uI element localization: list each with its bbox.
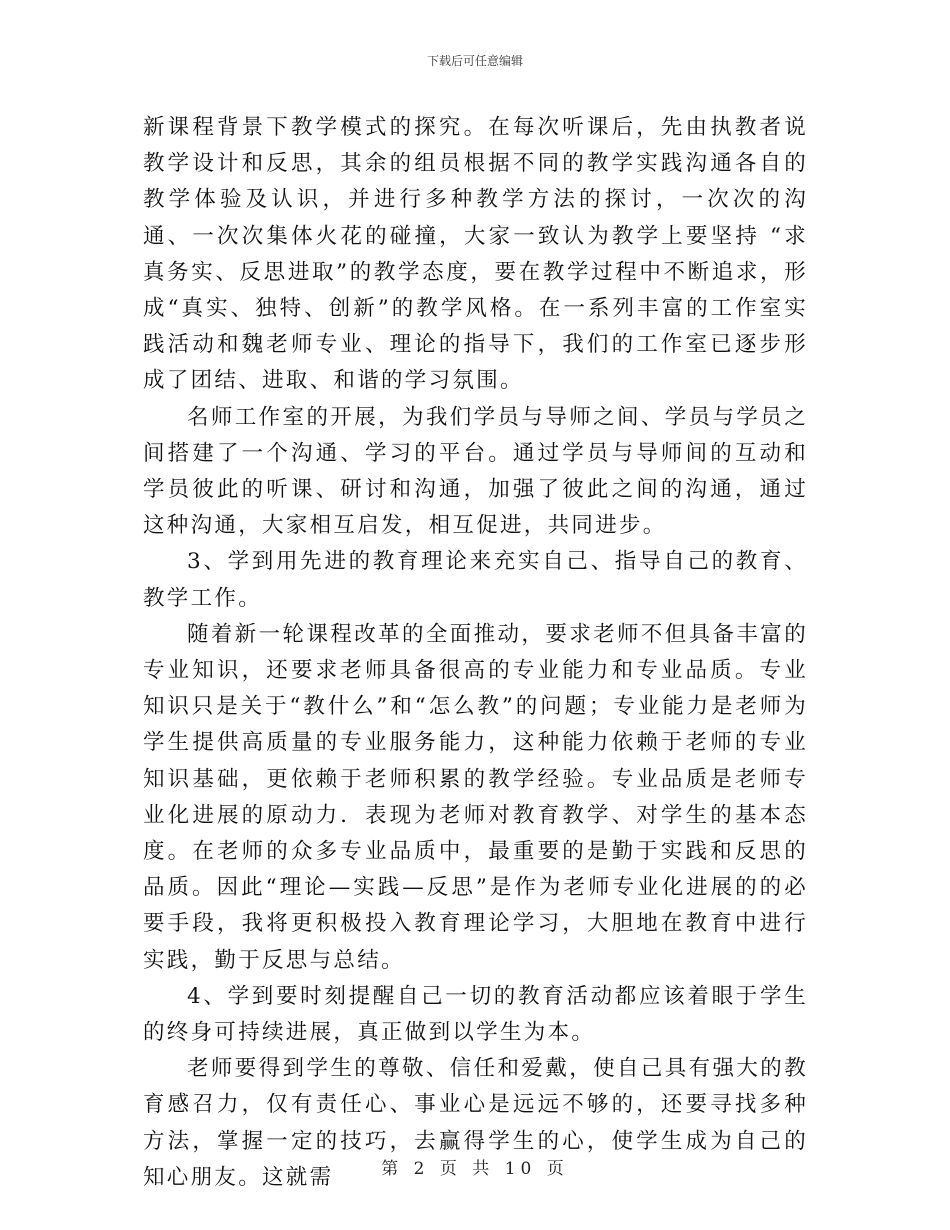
page-number: 第 2 页 共 10 页 xyxy=(381,1159,569,1179)
paragraph-continuation: 新课程背景下教学模式的探究。在每次听课后，先由执教者说教学设计和反思，其余的组员根据不同的教学实践沟通各自的教学体验及认识，并进行多种教学方法的探讨，一次次的沟通、一次次集体火花的碰撞，大家一致认为教学上要坚持 “求真务实、反思进取”的教学态度，要在教学过程中不断追求，形成“真实、独特、创新”的教学风格。在一系列丰富的工作室实践活动和魏老师专业、理论的指导下，我们的工作室已逐步形成了团结、进取、和谐的学习氛围。 xyxy=(143,115,808,394)
document-body xyxy=(143,110,808,1196)
section-heading-3: 3、学到用先进的教育理论来充实自己、指导自己的教育、教学工作。 xyxy=(143,549,808,611)
paragraph: 老师要得到学生的尊敬、信任和爱戴，使自己具有强大的教育感召力，仅有责任心、事业心是远远不够的，还要寻找多种方法，掌握一定的技巧，去赢得学生的心，使学生成为自己的知心朋友。这就需 xyxy=(143,1056,808,1190)
section-heading-4: 4、学到要时刻提醒自己一切的教育活动都应该着眼于学生的终身可持续进展，真正做到以学生为本。 xyxy=(143,983,808,1046)
paragraph: 随着新一轮课程改革的全面推动，要求老师不但具备丰富的专业知识，还要求老师具备很高的专业能力和专业品质。专业知识只是关于“教什么”和“怎么教”的问题；专业能力是老师为学生提供高质量的专业服务能力，这种能力依赖于老师的专业知识基础，更依赖于老师积累的教学经验。专业品质是老师专业化进展的原动力．表现为老师对教育教学、对学生的基本态度。在老师的众多专业品质中，最重要的是勤于实践和反思的品质。因此“理论—实践—反思”是作为老师专业化进展的的必要手段，我将更积极投入教育理论学习，大胆地在教育中进行实践，勤于反思与总结。 xyxy=(143,621,808,973)
paragraph: 名师工作室的开展，为我们学员与导师之间、学员与学员之间搭建了一个沟通、学习的平台。通过学员与导师间的互动和学员彼此的听课、研讨和沟通，加强了彼此之间的沟通，通过这种沟通，大家相互启发，相互促进，共同进步。 xyxy=(143,404,808,539)
page-header: 下载后可任意编辑 xyxy=(426,54,523,68)
